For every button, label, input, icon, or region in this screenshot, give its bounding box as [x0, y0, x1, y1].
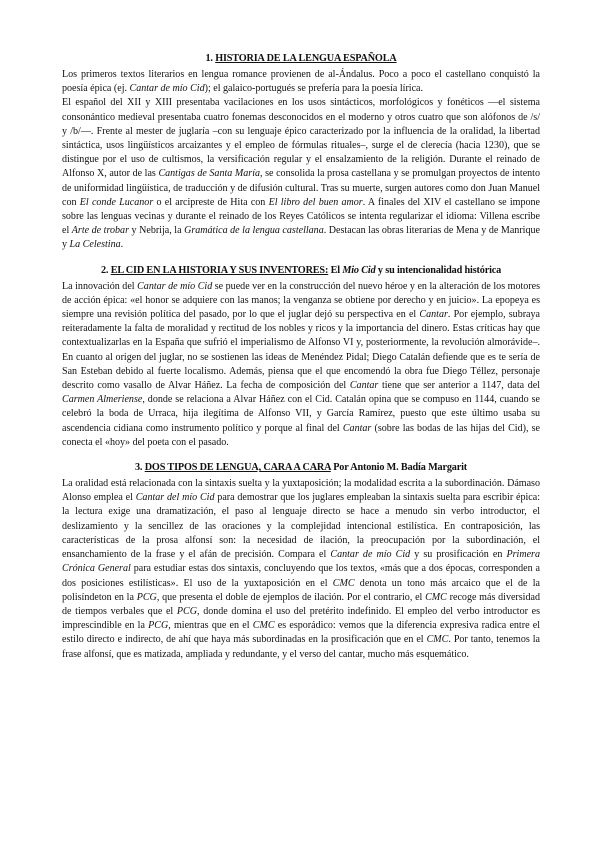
section-3-heading [62, 461, 540, 475]
section-1-heading [62, 52, 540, 66]
section-3-paragraph-1: La oralidad está relacionada con la sintaxis suelta y la yuxtaposición; la modalidad escrita a la subordinación. Dámaso Alonso emplea el Cantar del mío Cid para demostrar que los juglares empleaban la sintaxis suelta para escribir épica: la lectura exige una dramatización, el paso al lenguaje directo se hace a menudo sin verbo introductor, el deslizamiento y la sencillez de las oraciones y la complejidad intencional estilística. En contraposición, las características de la prosa alfonsí son: la necesidad de ilación, la preocupación por la subordinación, el ensanchamiento de la frase y el afán de precisión. Compara el Cantar de mío Cid y su prosificación en Primera Crónica General para estudiar estas dos sintaxis, concluyendo que los textos, «más que a dos épocas, corresponden a dos posiciones estilísticas». El uso de la yuxtaposición en el CMC denota un tono más arcaico que el de la polisíndeton en la PCG, que presenta el doble de ejemplos de ilación. Por el contrario, el CMC recoge más diversidad de tiempos verbales que el PCG, donde domina el uso del pretérito indefinido. El empleo del verbo introductor es imprescindible en la PCG, mientras que en el CMC es esporádico: vemos que la diferencia expresiva radica entre el estilo directo e indirecto, de ahí que haya más subordinadas en la prosificación que en el CMC. Por tanto, tenemos la frase alfonsí, que es matizada, ampliada y redundante, y el verso del cantar, mucho más esquemático. [62, 478, 541, 660]
section-1-number: 1. [205, 53, 213, 64]
section-2-heading: 2. EL CID EN LA HISTORIA Y SUS INVENTORES: El Mio Cid y su intencionalidad histórica [100, 264, 502, 276]
document-page [62, 52, 540, 662]
section-1-title: HISTORIA DE LA LENGUA ESPAÑOLA [215, 53, 397, 64]
section-2-title: EL CID EN LA HISTORIA Y SUS INVENTORES: [110, 264, 329, 276]
section-2-number: 2. [100, 264, 109, 276]
section-1-paragraph-1: Los primeros textos literarios en lengua romance provienen de al-Ándalus. Poco a poco el castellano conquistó la poesía épica (ej. Cantar de mío Cid); el galaico-portugués se prefería para la poesía lírica. [62, 69, 540, 95]
section-2-paragraph-1: La innovación del Cantar de mío Cid se puede ver en la construcción del nuevo héroe y en la alteración de los motores de acción épica: «el honor se adquiere con las manos; la venganza se obtiene por derecho y en juicio». La epopeya es siempre una revisión política del pasado, por lo que el juglar dejó su perspectiva en el Cantar. Por ejemplo, subraya reiteradamente la falta de moralidad y rectitud de los nobles y ricos y la importancia del dinero. Estas críticas hay que contextualizarlas en la España que sufrió el imperialismo de Alfonso VI y, posteriormente, la revolución almorávide–. En cuanto al origen del juglar, no se sostienen las ideas de Menéndez Pidal; Diego Catalán defiende que es te sería de San Esteban debido al fuerte localismo. Además, piensa que el que encomendó la obra fue Diego Téllez, personaje descrito como vasallo de Alvar Háñez. La fecha de composición del Cantar tiene que ser anterior a 1147, data del Carmen Almeriense, donde se relaciona a Alvar Háñez con el Cid. Catalán opina que se compuso en 1144, cuando se celebró la boda de Urraca, hija ilegítima de Alfonso VII, y García Ramírez, puesto que este último usaba su ascendencia cidiana como instrumento político y porque al final del Cantar (sobre las bodas de las hijas del Cid), se conecta el «hoy» del poeta con el pasado. [62, 280, 541, 448]
section-3-author: Por Antonio M. Badía Margarit [330, 462, 468, 474]
section-3-number: 3. [134, 462, 143, 474]
section-1-paragraph-2: El español del XII y XIII presentaba vacilaciones en los usos sintácticos, morfológicos y fonéticos —el sistema consonántico medieval presentaba cuatro fonemas desconocidos en el moderno y otros cuatro que son alófonos de /s/ y /b/—. Frente al mester de juglaría –con su lenguaje épico caracterizado por la influencia de la oralidad, la libertad sintáctica, usos lingüísticos arcaizantes y el empleo de fórmulas rituales–, surge el de clerecía (hacia 1230), que se distingue por el uso de cultismos, la versificación regular y el ensalzamiento de la religión. Durante el reinado de Alfonso X, autor de las Cantigas de Santa María, se consolida la prosa castellana y se promulgan proyectos de intento de uniformidad lingüística, de traducción y de difusión cultural. Tras su muerte, surgen autores como don Juan Manuel con El conde Lucanor o el arcipreste de Hita con El libro del buen amor. A finales del XIV el castellano se impone sobre las lenguas vecinas y durante el reinado de los Reyes Católicos se intenta regularizar el idioma: Villena escribe el Arte de trobar y Nebrija, la Gramática de la lengua castellana. Destacan las obras literarias de Mena y de Manrique y La Celestina. [62, 97, 540, 251]
section-3-title: DOS TIPOS DE LENGUA, CARA A CARA [144, 462, 331, 474]
